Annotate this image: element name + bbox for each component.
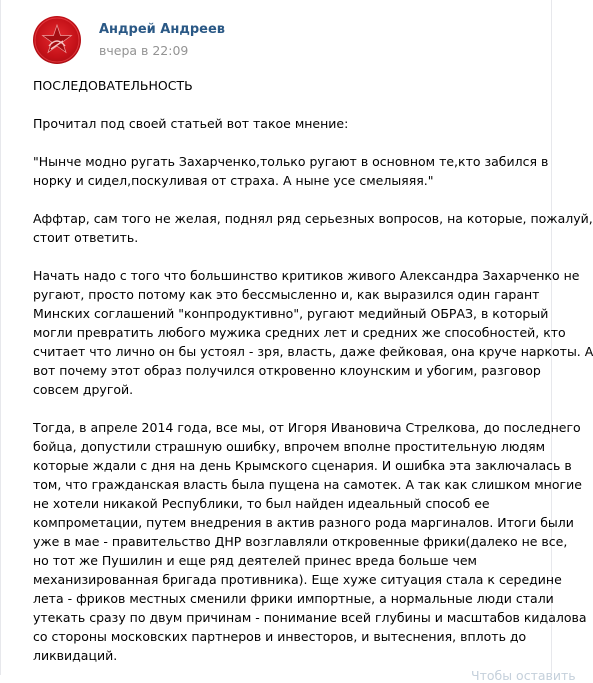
text-line: но тот же Пушилин и еще ряд деятелей принес вреда больше чем xyxy=(33,553,477,568)
text-line: Тогда, в апреле 2014 года, все мы, от Игоря Ивановича Стрелкова, до последнего xyxy=(33,420,581,435)
text-line: Минских соглашений "конпродуктивно", ругают медийный ОБРАЗ, в который xyxy=(33,306,549,321)
text-line: лета - фриков местных сменили фрики импортные, а нормальные люди стали xyxy=(33,591,554,606)
post-date[interactable]: вчера в 22:09 xyxy=(99,43,189,58)
post-body xyxy=(33,76,593,665)
author-name[interactable]: Андрей Андреев xyxy=(99,22,226,37)
text-line: механизированная бригада противника). Еще хуже ситуация стала к середине xyxy=(33,572,562,587)
text-line: которые ждали с дня на день Крымского сценария. И ошибка эта заключалась в xyxy=(33,458,572,473)
text-line: вот почему этот образ получился откровенно клоунским и убогим, разговор xyxy=(33,363,541,378)
text-line: Начать надо с того что большинство критиков живого Александра Захарченко не xyxy=(33,268,580,283)
text-line: со стороны московских партнеров и инвесторов, и вытеснения, вплоть до xyxy=(33,629,527,644)
text-line: могли превратить любого мужика средних лет и средних же способностей, кто xyxy=(33,325,566,340)
post-paragraph xyxy=(33,209,593,247)
text-line: не хотели никакой Республики, то был найден идеальный способ ее xyxy=(33,496,490,511)
text-line: Аффтар, сам того не желая, поднял ряд серьезных вопросов, на которые, пожалуй, xyxy=(33,211,593,226)
text-line: стоит ответить. xyxy=(33,230,139,245)
red-star-emblem-icon xyxy=(33,16,81,64)
text-line: бойца, допустили страшную ошибку, впрочем вполне простительную людям xyxy=(33,439,546,454)
text-line: утекать сразу по двум причинам - понимание всей глубины и масштабов кидалова xyxy=(33,610,587,625)
text-line: Прочитал под своей статьей вот такое мнение: xyxy=(33,116,349,131)
post-paragraph xyxy=(33,418,587,665)
text-line: ликвидаций. xyxy=(33,648,118,663)
text-line: "Нынче модно ругать Захарченко,только ругают в основном те,кто забился в xyxy=(33,154,549,169)
text-line: считает что лично он бы устоял - зря, власть, даже фейковая, она круче наркоты. А xyxy=(33,344,593,359)
comment-hint: Чтобы оставить xyxy=(471,668,576,683)
post-paragraph xyxy=(33,114,541,133)
text-line: ругают, просто потому как это бессмысленно и, как выразился один гарант xyxy=(33,287,540,302)
post-paragraph xyxy=(33,152,549,190)
post-paragraph xyxy=(33,266,593,399)
avatar[interactable] xyxy=(33,16,81,64)
post-paragraph xyxy=(33,76,541,95)
post-header xyxy=(33,16,513,64)
text-line: том, что гражданская власть была пущена на самотек. А так как слишком многие xyxy=(33,477,582,492)
text-line: норку и сидел,поскуливая от страха. А ныне усе смелыяяя." xyxy=(33,173,434,188)
text-line: ПОСЛЕДОВАТЕЛЬНОСТЬ xyxy=(33,78,193,93)
text-line: компрометации, путем внедрения в актив разного рода маргиналов. Итоги были xyxy=(33,515,574,530)
text-line: уже в мае - правительство ДНР возглавляли откровенные фрики(далеко не все, xyxy=(33,534,568,549)
text-line: совсем другой. xyxy=(33,382,134,397)
